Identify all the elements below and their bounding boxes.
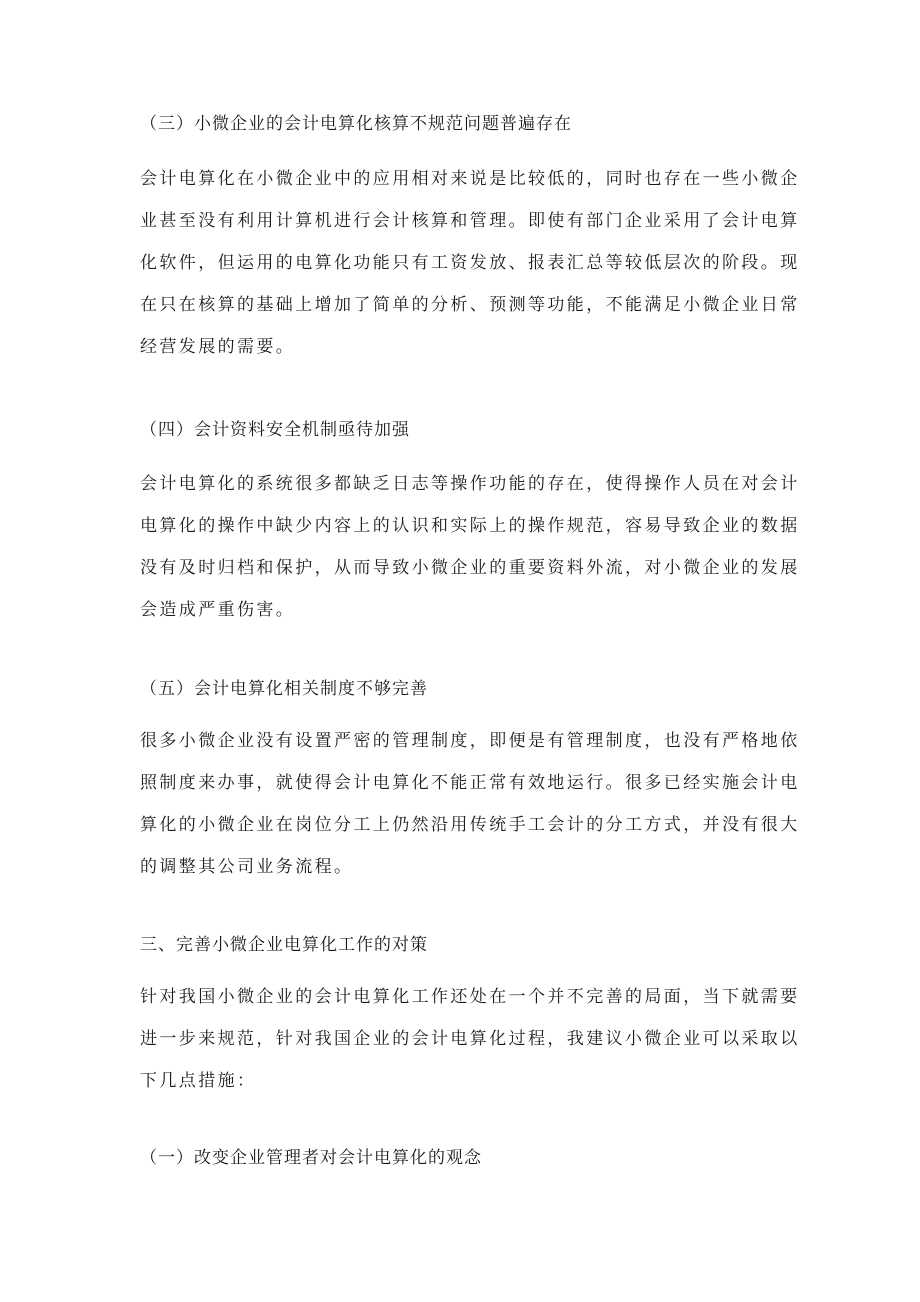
section-heading: 三、完善小微企业电算化工作的对策 — [140, 935, 428, 955]
paragraph-line: 业甚至没有利用计算机进行会计核算和管理。即使有部门企业采用了会计电算 — [140, 211, 800, 231]
paragraph-line: 经营发展的需要。 — [140, 337, 296, 357]
paragraph — [140, 976, 800, 1102]
paragraph-line: 针对我国小微企业的会计电算化工作还处在一个并不完善的局面，当下就需要 — [140, 987, 800, 1007]
paragraph-line: 会造成严重伤害。 — [140, 600, 296, 620]
paragraph-line: 下几点措施： — [140, 1071, 257, 1091]
section-heading: （三）小微企业的会计电算化核算不规范问题普遍存在 — [140, 114, 572, 134]
paragraph-line: 照制度来办事，就使得会计电算化不能正常有效地运行。很多已经实施会计电 — [140, 773, 800, 793]
paragraph-line: 进一步来规范，针对我国企业的会计电算化过程，我建议小微企业可以采取以 — [140, 1029, 800, 1049]
paragraph-line: 算化的小微企业在岗位分工上仍然沿用传统手工会计的分工方式，并没有很大 — [140, 815, 800, 835]
paragraph — [140, 720, 800, 888]
paragraph-line: 没有及时归档和保护，从而导致小微企业的重要资料外流，对小微企业的发展 — [140, 558, 800, 578]
paragraph — [140, 463, 800, 631]
section-heading: （五）会计电算化相关制度不够完善 — [140, 679, 428, 699]
paragraph-line: 很多小微企业没有设置严密的管理制度，即便是有管理制度，也没有严格地依 — [140, 731, 800, 751]
paragraph — [140, 158, 800, 368]
section-heading: （一）改变企业管理者对会计电算化的观念 — [140, 1148, 482, 1168]
section-heading: （四）会计资料安全机制亟待加强 — [140, 420, 410, 440]
paragraph-line: 会计电算化的系统很多都缺乏日志等操作功能的存在，使得操作人员在对会计 — [140, 474, 800, 494]
paragraph-line: 在只在核算的基础上增加了简单的分析、预测等功能，不能满足小微企业日常 — [140, 295, 800, 315]
paragraph-line: 化软件，但运用的电算化功能只有工资发放、报表汇总等较低层次的阶段。现 — [140, 253, 800, 273]
paragraph-line: 的调整其公司业务流程。 — [140, 857, 354, 877]
paragraph-line: 电算化的操作中缺少内容上的认识和实际上的操作规范，容易导致企业的数据 — [140, 516, 800, 536]
paragraph-line: 会计电算化在小微企业中的应用相对来说是比较低的，同时也存在一些小微企 — [140, 169, 800, 189]
